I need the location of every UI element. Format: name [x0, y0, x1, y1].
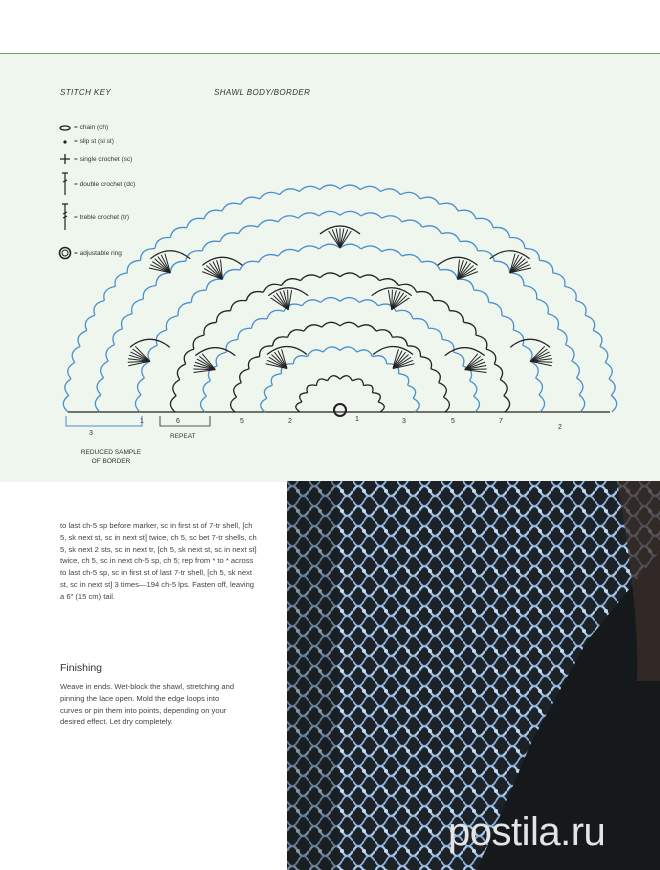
chain-loop [115, 273, 127, 287]
chain-loop [458, 210, 476, 219]
chain-loop [321, 298, 340, 303]
chain-loop [421, 261, 440, 270]
chain-loop [193, 335, 204, 349]
watermark: postila.ru [448, 810, 606, 854]
row-number: 7 [499, 418, 503, 425]
chain-loop [177, 364, 185, 380]
shell-arc [372, 288, 412, 296]
finishing-heading: Finishing [60, 662, 103, 674]
chain-loop [141, 249, 155, 261]
chain-loop [78, 331, 87, 347]
chain-loop [558, 329, 568, 345]
treble-stitch [465, 369, 487, 370]
treble-stitch [465, 370, 487, 373]
chain-loop [364, 385, 374, 393]
chain-loop [600, 346, 608, 362]
chain-loop [178, 302, 191, 315]
chain-loop [434, 300, 450, 310]
chain-loop [263, 284, 281, 292]
chain-loop [322, 322, 340, 327]
chain-loop [304, 325, 322, 331]
shell-arc [267, 347, 307, 355]
chain-loop [191, 290, 206, 302]
shell-arc [268, 288, 308, 296]
chain-loop [328, 376, 340, 381]
repeat-bracket [160, 416, 210, 426]
shell-arc [202, 257, 242, 265]
chain-loop [401, 192, 421, 199]
stitch-chart-panel [0, 53, 660, 482]
chain-loop [381, 189, 401, 195]
chain-loop [148, 345, 157, 361]
chain-loop [138, 378, 145, 395]
chain-loop [439, 203, 458, 211]
chain-loop [319, 211, 340, 216]
chain-loop [206, 279, 222, 290]
key-adjustable-ring: = adjustable ring [58, 246, 122, 260]
row-number: 1 [140, 418, 144, 425]
chain-loop [278, 216, 298, 222]
chain-loop [474, 396, 480, 412]
chain-loop [156, 273, 170, 286]
treble-stitch [392, 295, 407, 309]
chain-loop [536, 378, 543, 395]
chain-loop [399, 284, 417, 292]
border-note: REDUCED SAMPLE OF BORDER [80, 449, 142, 465]
crochet-chart-diagram [0, 54, 660, 482]
chain-loop [420, 197, 439, 204]
chain-loop [417, 292, 434, 301]
chain-loop [548, 314, 559, 329]
key-single-crochet: = single crochet (sc) [58, 154, 132, 164]
chain-loop [553, 273, 565, 287]
chain-loop [510, 238, 525, 249]
chain-loop [132, 299, 144, 314]
chain-loop [566, 345, 575, 361]
shell-arc [490, 251, 530, 259]
chain-loop [579, 395, 585, 412]
chain-loop [300, 186, 320, 191]
chain-loop [565, 286, 576, 300]
chain-loop [576, 378, 583, 395]
finishing-paragraph: Weave in ends. Wet-block the shawl, stretching and pinning the lace open. Mold the edge loops into curves or pin them into points, depending on your desired effect. Let dry completely. [60, 682, 235, 727]
chain-loop [202, 241, 220, 251]
border-bracket [66, 416, 142, 426]
chain-loop [422, 226, 441, 234]
chain-loop [320, 273, 340, 278]
chain-loop [278, 249, 298, 256]
chain-loop [458, 279, 474, 290]
chain-loop [317, 379, 328, 386]
chain-loop [476, 335, 487, 349]
chain-loop [382, 249, 402, 256]
chain-loop [340, 376, 352, 381]
chain-loop [104, 286, 115, 300]
chain-loop [260, 192, 280, 199]
chain-loop [413, 398, 419, 412]
chain-loop [340, 244, 361, 249]
chain-loop [240, 369, 249, 383]
chain-loop [454, 352, 464, 366]
chain-loop [441, 233, 460, 242]
chain-loop [267, 310, 284, 319]
chain-loop [143, 286, 156, 300]
chain-loop [440, 270, 458, 280]
chain-loop [585, 315, 595, 330]
chain-loop [408, 385, 416, 398]
border-number: 3 [89, 430, 93, 437]
chain-loop [301, 275, 321, 281]
chain-loop [187, 218, 204, 227]
chain-loop [121, 314, 132, 329]
chain-loop [246, 292, 263, 301]
shell-arc [373, 347, 413, 355]
shell-arc [438, 257, 478, 265]
diagram-title: SHAWL BODY/BORDER [214, 88, 311, 97]
chain-loop [248, 357, 259, 369]
chain-loop [307, 385, 317, 393]
chain-loop [449, 311, 463, 323]
chain-loop [420, 357, 431, 369]
chain-loop [486, 349, 496, 364]
key-slip-stitch: = slip st (sl st) [58, 138, 114, 145]
chain-loop [576, 301, 586, 316]
chain-loop [302, 300, 321, 306]
chain-loop [470, 381, 477, 396]
shell-arc [195, 348, 235, 356]
chain-loop [494, 261, 509, 273]
shell-arc [130, 339, 170, 347]
chain-loop [474, 290, 489, 302]
chain-loop [340, 185, 360, 190]
chain-loop [373, 356, 387, 364]
chain-loop [97, 378, 104, 395]
chain-loop [106, 345, 115, 361]
chain-loop [510, 273, 524, 286]
chain-loop [539, 260, 552, 273]
chain-loop [340, 211, 361, 216]
chain-loop [308, 350, 324, 357]
chain-loop [85, 315, 95, 330]
chain-loop [204, 210, 222, 219]
chain-loop [428, 328, 442, 339]
chain-loop [252, 319, 267, 329]
instructions-paragraph: to last ch-5 sp before marker, sc in first st of 7-tr shell, [ch 5, sk next st, sc in next st] twice, ch 5, sc bet 7-tr shells, ch 5, sk next 2 sts, sc in next tr, [ch 5, sk next st, sc in next st] twice, ch 5, sc in next ch-5 sp, ch 5; rep from * to * across to last ch-5 sp, sc in first st of last 7-tr shell, [ch 5, sk next st, sc in next st] 3 times—194 ch-5 lps. Fasten off, leaving a 6" (15 cm) tail. [60, 521, 257, 601]
chain-loop [155, 238, 170, 249]
chain-loop [63, 395, 69, 412]
chain-loop [323, 347, 340, 352]
treble-stitch [288, 290, 291, 310]
chain-loop [396, 310, 413, 319]
chain-loop [361, 246, 382, 252]
chain-loop [231, 300, 247, 310]
chain-loop [95, 395, 101, 412]
chain-loop [372, 393, 380, 402]
chain-loop [156, 330, 167, 345]
chain-loop [340, 298, 359, 303]
shell-arc [510, 339, 550, 347]
chain-loop [504, 396, 510, 412]
chain-loop [241, 197, 260, 204]
chain-loop [537, 299, 549, 314]
stitch-key-title: STITCH KEY [60, 88, 112, 97]
chain-loop [238, 328, 252, 339]
chain-loop [493, 227, 509, 237]
treble-stitch [388, 290, 391, 310]
chain-loop [340, 347, 357, 352]
chain-loop [402, 255, 422, 263]
chain-loop [393, 337, 408, 346]
chain-loop [443, 397, 449, 412]
chain-loop [170, 227, 186, 237]
chain-loop [186, 251, 203, 262]
chain-loop [240, 261, 259, 270]
chain-loop [135, 395, 141, 412]
chain-loop [460, 241, 478, 251]
chain-loop [572, 361, 580, 378]
chain-loop [494, 364, 502, 380]
treble-stitch [194, 370, 216, 373]
chain-loop [320, 185, 340, 190]
chain-loop [72, 346, 80, 362]
chain-loop [166, 316, 178, 330]
chain-loop [376, 330, 393, 338]
chain-loop [357, 350, 373, 357]
chain-loop [431, 369, 440, 383]
chain-loop [530, 361, 538, 378]
chain-loop [476, 218, 493, 227]
chain-loop [258, 220, 278, 227]
center-ring [334, 404, 346, 416]
chain-loop [539, 395, 545, 412]
chain-loop [298, 246, 319, 252]
chain-loop [525, 249, 539, 261]
chain-loop [273, 337, 288, 346]
chain-loop [170, 261, 185, 273]
chain-loop [513, 330, 524, 345]
chain-loop [399, 374, 409, 386]
chain-loop [352, 379, 363, 386]
key-double-crochet: = double crochet (dc) [58, 172, 135, 196]
row-number: 5 [240, 418, 244, 425]
chain-loop [184, 349, 194, 364]
chain-loop [500, 380, 507, 396]
chain-loop [216, 311, 230, 323]
repeat-number: 6 [176, 418, 180, 425]
chain-loop [413, 319, 428, 329]
chain-loop [502, 316, 514, 330]
chain-loop [259, 255, 279, 263]
chain-loop [231, 397, 237, 412]
chain-loop [282, 279, 301, 286]
chain-loop [170, 396, 176, 412]
shell-arc [150, 251, 190, 259]
chain-loop [113, 329, 123, 345]
chain-loop [65, 379, 71, 396]
repeat-label: REPEAT [170, 433, 196, 440]
chain-loop [361, 213, 382, 218]
chain-loop [288, 330, 305, 338]
chain-loop [201, 396, 207, 412]
chain-loop [234, 383, 242, 397]
key-chain: = chain (ch) [58, 124, 108, 131]
row-number: 1 [355, 416, 359, 423]
chain-loop [464, 322, 477, 335]
chain-loop [524, 286, 537, 300]
chain-loop [239, 226, 258, 234]
chain-loop [360, 275, 380, 281]
chain-loop [204, 322, 217, 335]
treble-stitch [288, 290, 289, 310]
chain-loop [293, 356, 307, 364]
chain-loop [523, 345, 532, 361]
chain-loop [101, 361, 109, 378]
chain-loop [593, 331, 602, 347]
row-number: 5 [451, 418, 455, 425]
chain-loop [94, 301, 104, 316]
row-number: 3 [402, 418, 406, 425]
chain-loop [340, 273, 360, 278]
chain-loop [359, 300, 378, 306]
chain-loop [319, 244, 340, 249]
chain-loop [296, 402, 302, 412]
chain-loop [264, 385, 272, 398]
chain-loop [478, 251, 495, 262]
chain-loop [609, 379, 615, 396]
chain-loop [300, 393, 308, 402]
chain-loop [402, 220, 422, 227]
chain-loop [222, 270, 240, 280]
chain-loop [489, 302, 502, 315]
chain-loop [203, 381, 210, 396]
chain-loop [439, 383, 447, 397]
chain-loop [380, 279, 399, 286]
row-number: 2 [288, 418, 292, 425]
row-number: 2 [558, 424, 562, 431]
chain-loop [382, 216, 402, 222]
chain-loop [216, 352, 226, 366]
chain-loop [360, 186, 380, 191]
chain-loop [611, 395, 617, 412]
chain-loop [605, 362, 612, 378]
treble-stitch [273, 295, 288, 309]
chain-loop [142, 361, 150, 378]
chain-loop [173, 380, 180, 396]
chain-loop [358, 325, 376, 331]
chain-loop [127, 260, 140, 273]
chain-loop [261, 398, 267, 412]
chain-loop [378, 402, 384, 412]
chain-loop [298, 213, 319, 218]
chain-loop [340, 322, 358, 327]
shell-arc [445, 348, 485, 356]
key-treble-crochet: = treble crochet (tr) [58, 203, 129, 231]
chain-loop [222, 203, 241, 211]
chain-loop [220, 233, 239, 242]
chain-loop [68, 362, 75, 378]
chain-loop [280, 189, 300, 195]
chain-loop [271, 374, 281, 386]
